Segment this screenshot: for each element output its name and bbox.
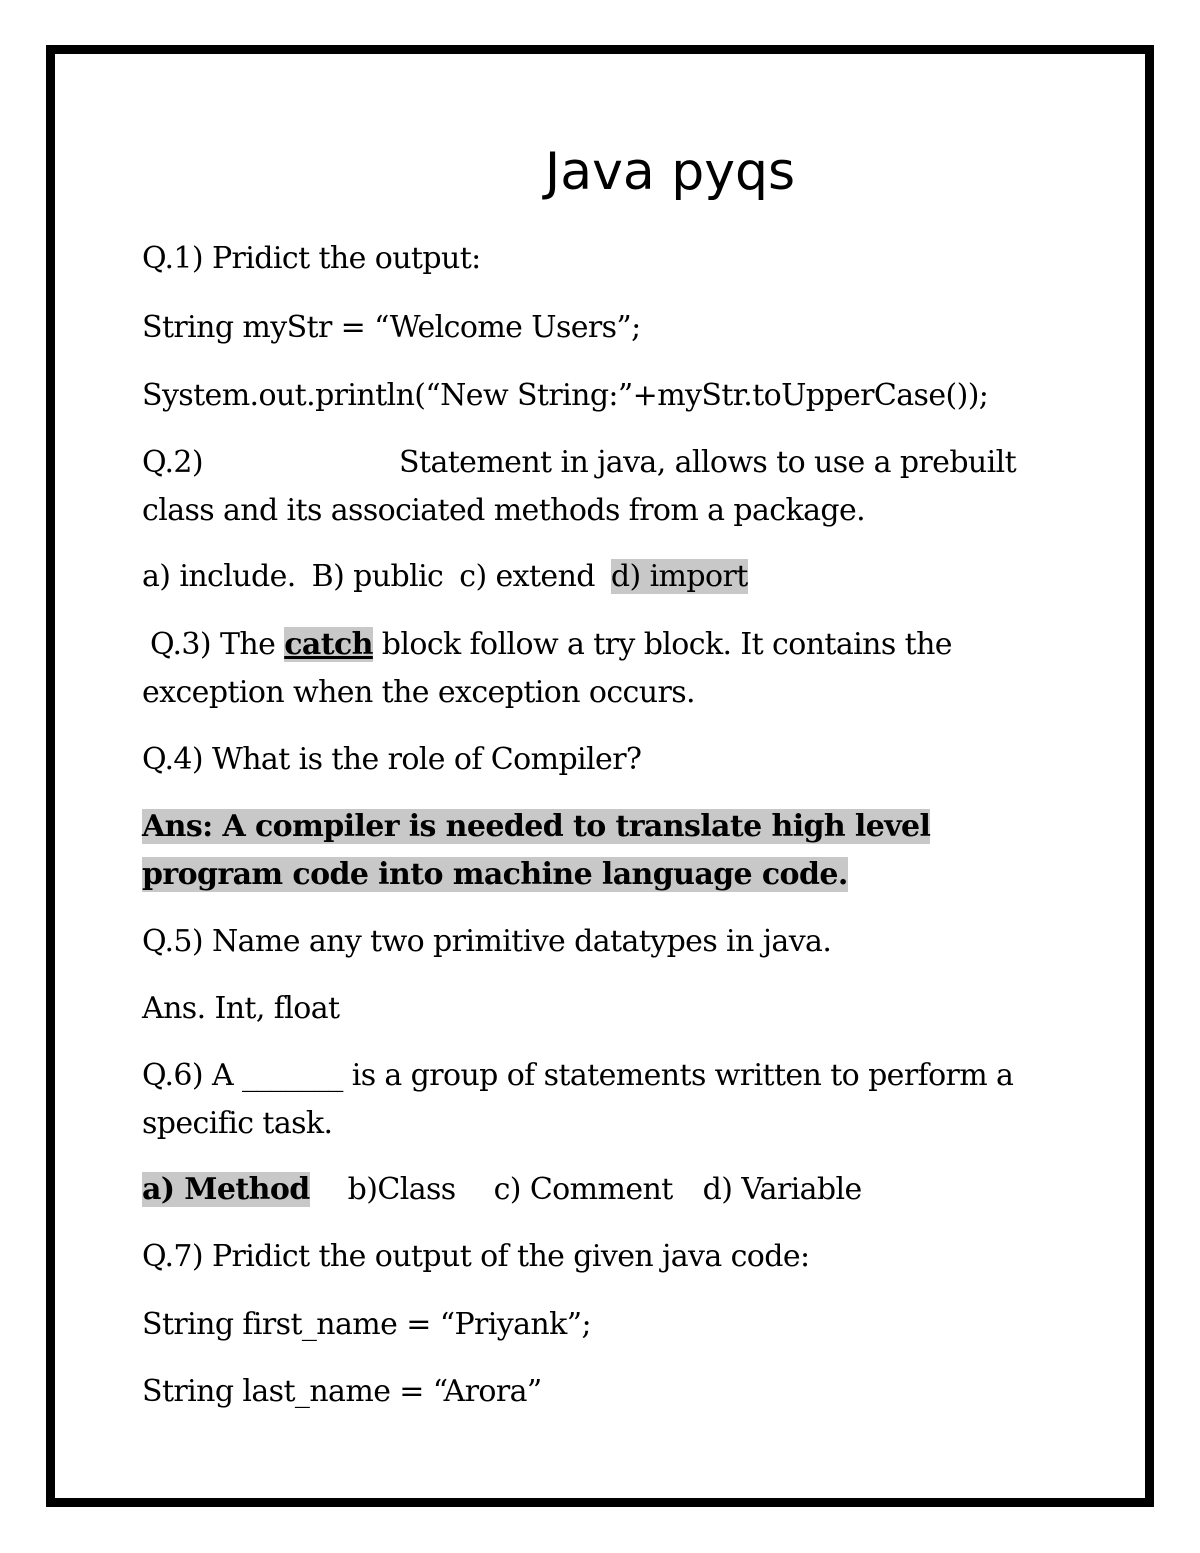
q6-option-b: b)Class	[347, 1172, 456, 1207]
q2-option-a: a) include.	[142, 559, 296, 594]
q2-option-d-highlighted: d) import	[610, 559, 748, 594]
q6-line-1: Q.6) A _______ is a group of statements written to perform a	[142, 1058, 1014, 1093]
q3-line-1	[150, 622, 952, 668]
q7-question: Q.7) Pridict the output of the given java code:	[142, 1239, 810, 1274]
q6-line-2: specific task.	[142, 1106, 333, 1141]
q2-option-b: B) public	[311, 559, 444, 594]
q4-question: Q.4) What is the role of Compiler?	[142, 742, 642, 777]
q3-line-1-text: block follow a try block. It contains the	[381, 627, 952, 662]
q3-prefix: Q.3) The	[150, 627, 276, 662]
q2-line-1	[142, 440, 1016, 486]
q1-code-line-1: String myStr = “Welcome Users”;	[142, 310, 641, 345]
q4-answer-text-2: program code into machine language code.	[142, 857, 848, 892]
q6-option-a-highlighted: a) Method	[142, 1172, 310, 1207]
q7-code-line-2: String last_name = “Arora”	[142, 1374, 542, 1409]
q6-option-d: d) Variable	[702, 1172, 862, 1207]
q1-question: Q.1) Pridict the output:	[142, 241, 481, 276]
q2-number: Q.2)	[142, 445, 204, 480]
q7-code-line-1: String first_name = “Priyank”;	[142, 1307, 591, 1342]
document-title: Java pyqs	[544, 142, 796, 202]
q5-question: Q.5) Name any two primitive datatypes in java.	[142, 924, 832, 959]
q5-answer: Ans. Int, float	[142, 991, 340, 1026]
q4-answer-line-1	[142, 804, 930, 850]
q2-line-2: class and its associated methods from a package.	[142, 493, 866, 528]
q4-answer-text-1: Ans: A compiler is needed to translate high level	[142, 809, 931, 844]
q2-line-1-text: Statement in java, allows to use a prebuilt	[399, 445, 1017, 480]
q4-answer-line-2	[142, 852, 848, 898]
q3-line-2: exception when the exception occurs.	[142, 675, 695, 710]
q6-option-c: c) Comment	[493, 1172, 673, 1207]
q1-code-line-2: System.out.println(“New String:”+myStr.toUpperCase());	[142, 378, 989, 413]
q6-options	[142, 1167, 862, 1213]
q3-answer-catch: catch	[284, 627, 373, 662]
q2-options	[142, 554, 748, 600]
q2-option-c: c) extend	[459, 559, 595, 594]
